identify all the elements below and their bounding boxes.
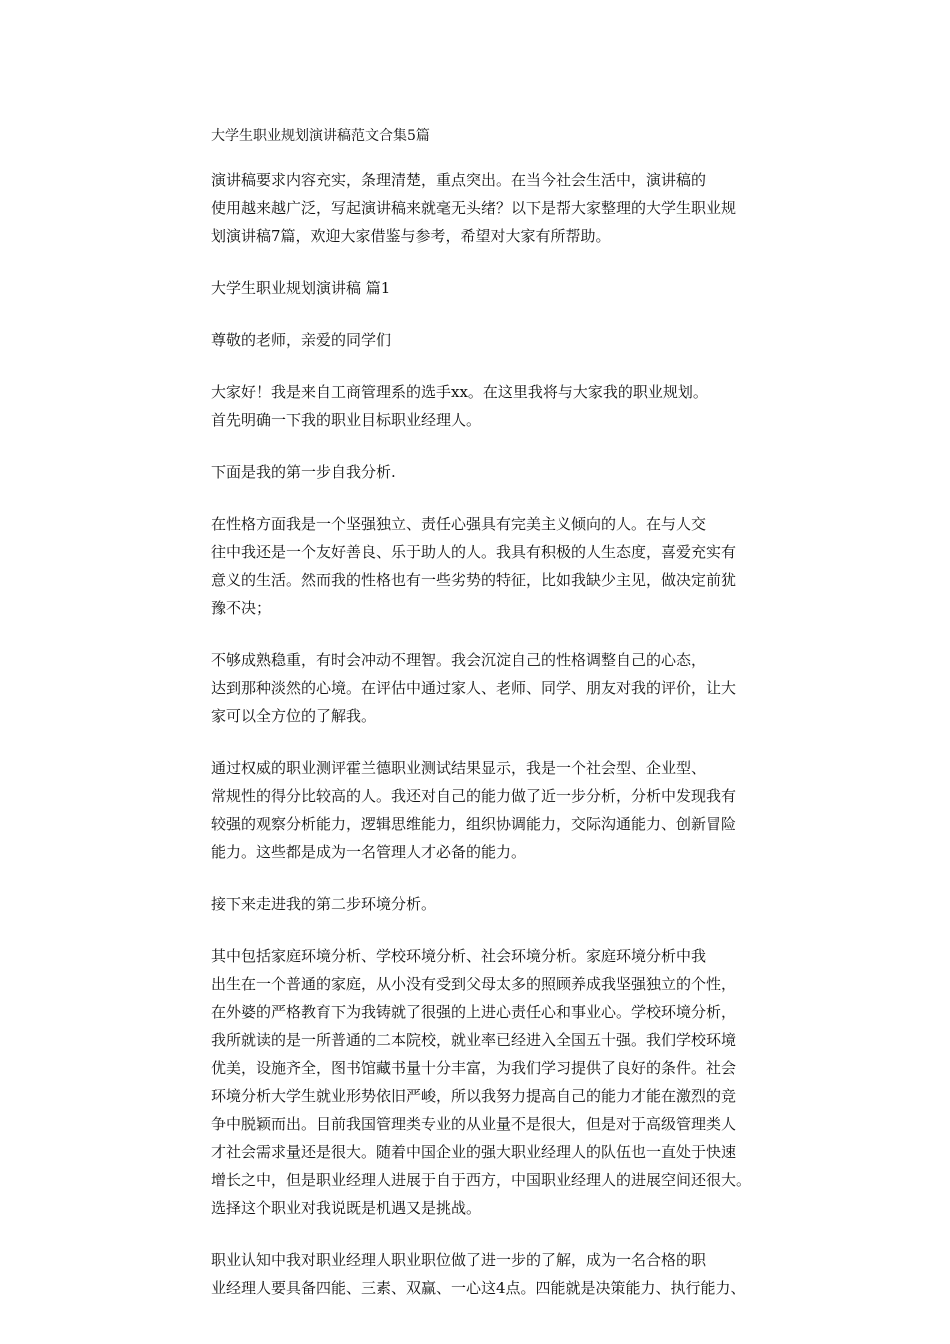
paragraph-line: 通过权威的职业测评霍兰德职业测试结果显示，我是一个社会型、企业型、 — [211, 759, 707, 777]
intro-line: 使用越来越广泛，写起演讲稿来就毫无头绪？以下是帮大家整理的大学生职业规 — [211, 199, 737, 217]
paragraph-line: 下面是我的第一步自我分析. — [211, 463, 396, 481]
paragraph-line: 意义的生活。然而我的性格也有一些劣势的特征，比如我缺少主见，做决定前犹 — [211, 571, 737, 589]
paragraph-line: 较强的观察分析能力，逻辑思维能力，组织协调能力，交际沟通能力、创新冒险 — [211, 815, 737, 833]
intro-paragraph — [181, 166, 801, 250]
document-title: 大学生职业规划演讲稿范文合集5篇 — [211, 128, 430, 144]
paragraph-line: 接下来走进我的第二步环境分析。 — [211, 895, 437, 913]
body-paragraph — [181, 754, 801, 866]
section-title: 大学生职业规划演讲稿 篇1 — [211, 279, 391, 297]
paragraph-line: 其中包括家庭环境分析、学校环境分析、社会环境分析。家庭环境分析中我 — [211, 947, 707, 965]
paragraph-line: 职业认知中我对职业经理人职业职位做了进一步的了解，成为一名合格的职 — [211, 1251, 707, 1269]
body-paragraph — [181, 942, 801, 1222]
body-paragraph — [181, 378, 801, 434]
paragraph-line: 能力。这些都是成为一名管理人才必备的能力。 — [211, 843, 527, 861]
paragraph-line: 不够成熟稳重，有时会冲动不理智。我会沉淀自己的性格调整自己的心态， — [211, 651, 707, 669]
paragraph-line: 我所就读的是一所普通的二本院校，就业率已经进入全国五十强。我们学校环境 — [211, 1031, 737, 1049]
paragraph-line: 首先明确一下我的职业目标职业经理人。 — [211, 411, 482, 429]
paragraph-line: 争中脱颖而出。目前我国管理类专业的从业量不是很大，但是对于高级管理类人 — [211, 1115, 737, 1133]
body-paragraph — [181, 510, 801, 622]
paragraph-line: 常规性的得分比较高的人。我还对自己的能力做了近一步分析，分析中发现我有 — [211, 787, 737, 805]
body-paragraph — [181, 458, 801, 486]
intro-line: 划演讲稿7篇，欢迎大家借鉴与参考，希望对大家有所帮助。 — [211, 227, 611, 245]
paragraph-line: 往中我还是一个友好善良、乐于助人的人。我具有积极的人生态度，喜爱充实有 — [211, 543, 737, 561]
intro-line: 演讲稿要求内容充实，条理清楚，重点突出。在当今社会生活中，演讲稿的 — [211, 171, 707, 189]
document-content — [181, 122, 801, 1302]
body-paragraph — [181, 890, 801, 918]
paragraph-line: 在性格方面我是一个坚强独立、责任心强具有完美主义倾向的人。在与人交 — [211, 515, 707, 533]
paragraph-line: 家可以全方位的了解我。 — [211, 707, 377, 725]
body-paragraph — [181, 1246, 801, 1302]
paragraph-line: 豫不决； — [211, 599, 272, 617]
paragraph-line: 达到那种淡然的心境。在评估中通过家人、老师、同学、朋友对我的评价，让大 — [211, 679, 737, 697]
paragraph-line: 在外婆的严格教育下为我铸就了很强的上进心责任心和事业心。学校环境分析， — [211, 1003, 737, 1021]
speech-body — [181, 378, 801, 1302]
paragraph-line: 业经理人要具备四能、三素、双赢、一心这4点。四能就是决策能力、执行能力、 — [211, 1279, 746, 1297]
paragraph-line: 大家好！我是来自工商管理系的选手xx。在这里我将与大家我的职业规划。 — [211, 383, 708, 401]
paragraph-line: 增长之中，但是职业经理人进展于自于西方，中国职业经理人的进展空间还很大。 — [211, 1171, 752, 1189]
paragraph-line: 优美，设施齐全，图书馆藏书量十分丰富，为我们学习提供了良好的条件。社会 — [211, 1059, 737, 1077]
body-paragraph — [181, 646, 801, 730]
paragraph-line: 环境分析大学生就业形势依旧严峻，所以我努力提高自己的能力才能在激烈的竞 — [211, 1087, 737, 1105]
paragraph-line: 才社会需求量还是很大。随着中国企业的强大职业经理人的队伍也一直处于快速 — [211, 1143, 737, 1161]
paragraph-line: 出生在一个普通的家庭，从小没有受到父母太多的照顾养成我坚强独立的个性， — [211, 975, 737, 993]
paragraph-line: 选择这个职业对我说既是机遇又是挑战。 — [211, 1199, 482, 1217]
greeting: 尊敬的老师，亲爱的同学们 — [211, 331, 392, 349]
